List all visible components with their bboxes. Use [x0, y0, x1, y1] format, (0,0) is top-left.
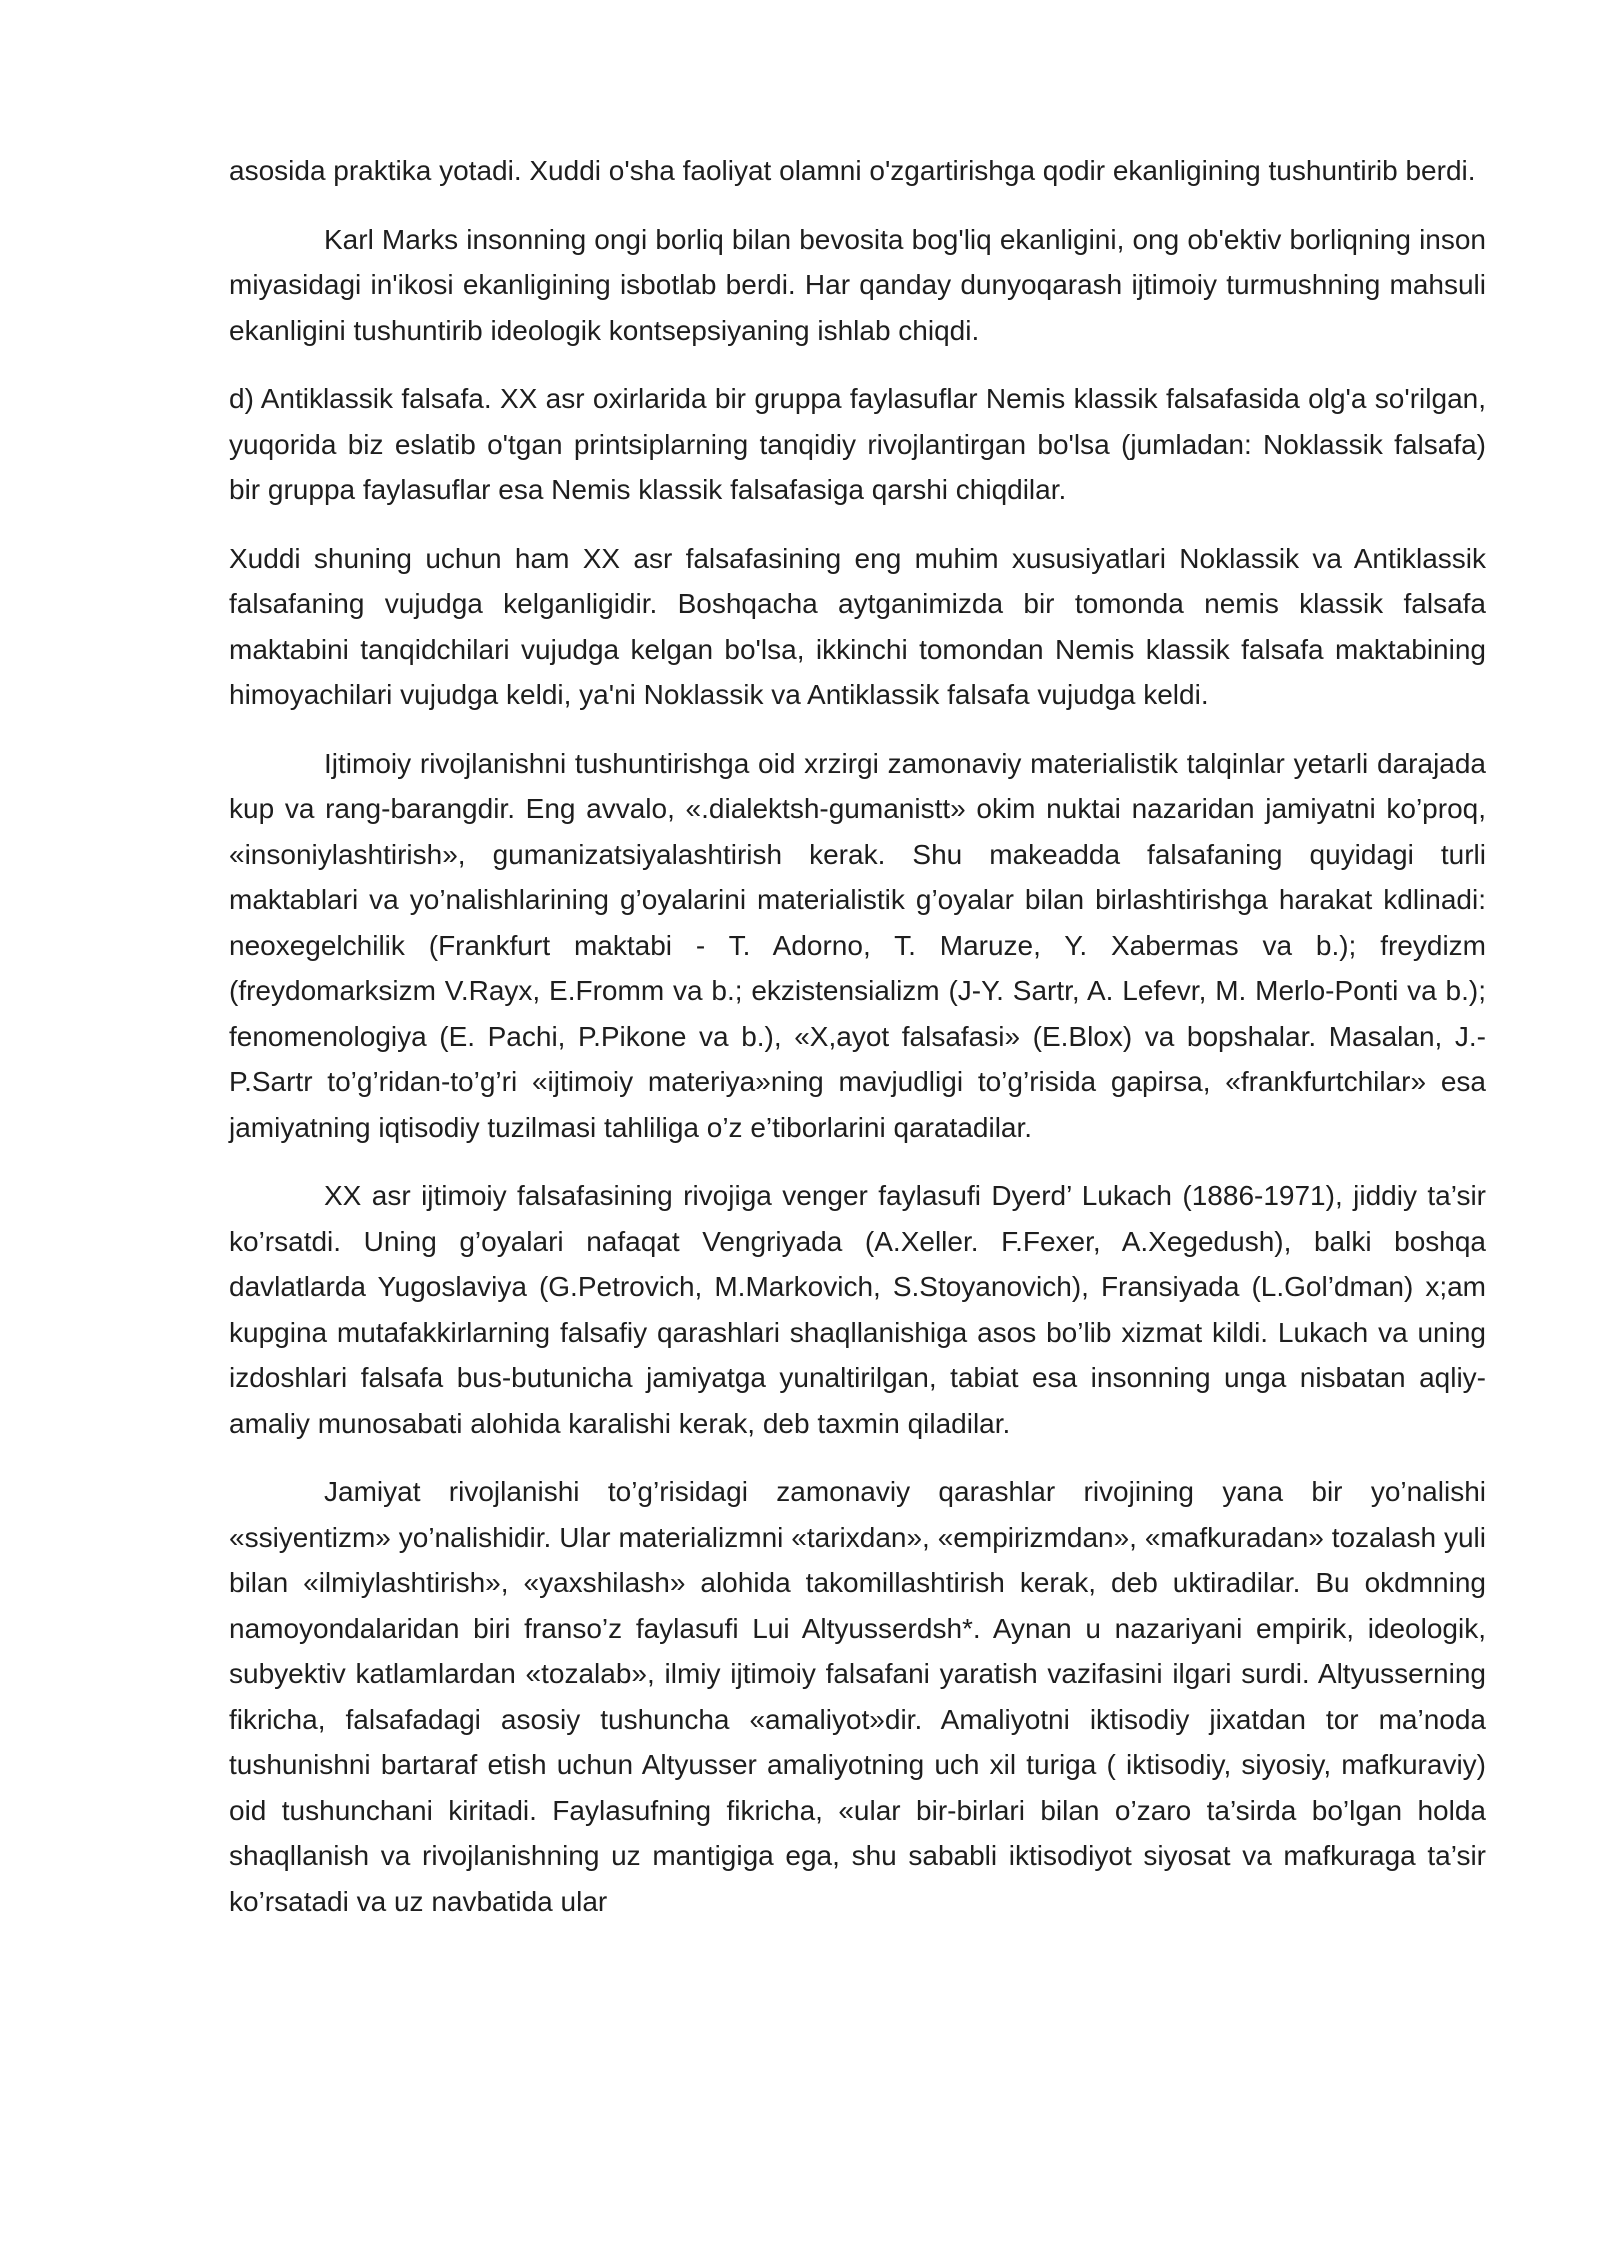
paragraph-lukach: XX asr ijtimoiy falsafasining rivojiga venger faylasufi Dyerd’ Lukach (1886-1971), jiddiy ta’sir ko’rsatdi. Uning g’oyalari nafaqat Vengriyada (A.Xeller. F.Fexer, A.Xegedush), balki boshqa davlatlarda Yugoslaviya (G.Petrovich, M.Markovich, S.Stoyanovich), Fransiyada (L.Gol’dman) x;am kupgina mutafakkirlarning falsafiy qarashlari shaqllanishiga asos bo’lib xizmat kildi. Lukach va uning izdoshlari falsafa bus-butunicha jamiyatga yunaltirilgan, tabiat esa insonning unga nisbatan aqliy-amaliy munosabati alohida karalishi kerak, deb taxmin qiladilar.	[229, 1180, 1486, 1439]
document-page	[229, 148, 1486, 1924]
paragraph-ssiyentizm: Jamiyat rivojlanishi to’g’risidagi zamonaviy qarashlar rivojining yana bir yo’nalishi «ssiyentizm» yo’nalishidir. Ular materializmni «tarixdan», «empirizmdan», «mafkuradan» tozalash yuli bilan «ilmiylashtirish», «yaxshilash» alohida takomillashtirish kerak, deb uktiradilar. Bu okdmning namoyondalaridan biri franso’z faylasufi Lui Altyusserdsh*. Aynan u nazariyani empirik, ideologik, subyektiv katlamlardan «tozalab», ilmiy ijtimoiy falsafani yaratish vazifasini ilgari surdi. Altyusserning fikricha, falsafadagi asosiy tushuncha «amaliyot»dir. Amaliyotni iktisodiy jixatdan tor ma’noda tushunishni bartaraf etish uchun Altyusser amaliyotning uch xil turiga ( iktisodiy, siyosiy, mafkuraviy) oid tushunchani kiritadi. Faylasufning fikricha, «ular bir-birlari bilan o’zaro ta’sirda bo’lgan holda shaqllanish va rivojlanishning uz mantigiga ega, shu sababli iktisodiyot siyosat va mafkuraga ta’sir ko’rsatadi va uz navbatida ular	[229, 1476, 1486, 1917]
paragraph-karl-marks: Karl Marks insonning ongi borliq bilan bevosita bog'liq ekanligini, ong ob'ektiv borliqning inson miyasidagi in'ikosi ekanligining isbotlab berdi. Har qanday dunyoqarash ijtimoiy turmushning mahsuli ekanligini tushuntirib ideologik kontsepsiyaning ishlab chiqdi.	[229, 223, 1486, 346]
paragraph-ijtimoiy-rivojlanish: Ijtimoiy rivojlanishni tushuntirishga oid xrzirgi zamonaviy materialistik talqinlar yetarli darajada kup va rang-barangdir. Eng avvalo, «.dialektsh-gumanistt» okim nuktai nazaridan jamiyatni ko’proq, «insoniylashtirish», gumanizatsiyalashtirish kerak. Shu makeadda falsafaning quyidagi turli maktablari va yo’nalishlarining g’oyalarini materialistik g’oyalar bilan birlashtirishga harakat kdlinadi: neoxegelchilik (Frankfurt maktabi - T. Adorno, T. Maruze, Y. Xabermas va b.); freydizm (freydomarksizm V.Rayx, E.Fromm va b.; ekzistensializm (J-Y. Sartr, A. Lefevr, M. Merlo-Ponti va b.); fenomenologiya (E. Pachi, P.Pikone va b.), «X,ayot falsafasi» (E.Blox) va bopshalar. Masalan, J.-P.Sartr to’g’ridan-to’g’ri «ijtimoiy materiya»ning mavjudligi to’g’risida gapirsa, «frankfurtchilar» esa jamiyatning iqtisodiy tuzilmasi tahliliga o’z e’tiborlarini qaratadilar.	[229, 747, 1486, 1143]
paragraph-praktika: asosida praktika yotadi. Xuddi o'sha faoliyat olamni o'zgartirishga qodir ekanligining tushuntirib berdi.	[229, 155, 1476, 186]
paragraph-xx-asr-falsafasi: Xuddi shuning uchun ham XX asr falsafasining eng muhim xususiyatlari Noklassik va Antiklassik falsafaning vujudga kelganligidir. Boshqacha aytganimizda bir tomonda nemis klassik falsafa maktabini tanqidchilari vujudga kelgan bo'lsa, ikkinchi tomondan Nemis klassik falsafa maktabining himoyachilari vujudga keldi, ya'ni Noklassik va Antiklassik falsafa vujudga keldi.	[229, 542, 1486, 710]
paragraph-antiklassik-falsafa: d) Antiklassik falsafa. XX asr oxirlarida bir gruppa faylasuflar Nemis klassik falsafasida olg'a so'rilgan, yuqorida biz eslatib o'tgan printsiplarning tanqidiy rivojlantirgan bo'lsa (jumladan: Noklassik falsafa) bir gruppa faylasuflar esa Nemis klassik falsafasiga qarshi chiqdilar.	[229, 383, 1486, 505]
